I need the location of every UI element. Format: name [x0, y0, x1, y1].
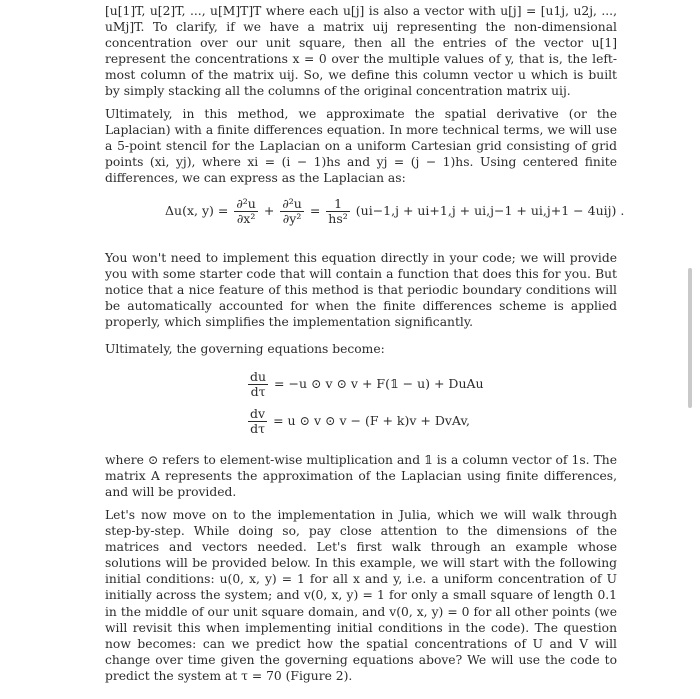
fraction-d2u-dy2: $\frac{\text{∂²u}}{\text{∂y²}}$: [282, 196, 302, 226]
paragraph-vector-definition: [u[1]T, u[2]T, ..., u[M]T]T where each u[j] is also a vector with u[j] = [u1j, u2j, ..., uMj]T. To clarify, if we have a matrix uij representing the non-dimensional concentration over our unit square, then all the entries of the vector u[1] represent the concentrations x = 0 over the multiple values of y, that is, the left-most column of the matrix uij. So, we define this column vector u which is built by simply stacking all the columns of the original concentration matrix uij.: [105, 4, 617, 99]
paragraph-elementwise-note: where ⊙ refers to element-wise multiplication and 𝟙 is a column vector of 1s. The matrix A represents the approximation of the Laplacian using finite differences, and will be provided.: [105, 453, 617, 500]
paragraph-julia-implementation: Let's now move on to the implementation in Julia, which we will walk through step-by-step. While doing so, pay close attention to the dimensions of the matrices and vectors needed. Let's first walk through an example whose solutions will be provided below. In this example, we will start with the following initial conditions: u(0, x, y) = 1 for all x and y, i.e. a uniform concentration of U initially across the system; and v(0, x, y) = 1 for only a small square of length 0.1 in the middle of our unit square domain, and v(0, x, y) = 0 for all other points (we will revisit this when implementing initial conditions in the code). The question now becomes: can we predict how the spatial concentrations of U and V will change over time given the governing equations above? We will use the code to predict the system at τ = 70 (Figure 2).: [105, 508, 617, 683]
equation-du: [246, 370, 484, 399]
laplacian-lhs: Δu(x, y) =: [165, 203, 229, 218]
paragraph-governing-intro: Ultimately, the governing equations become:: [105, 342, 385, 356]
laplacian-equation: Δu(x, y) = $\frac{\text{∂²u}}{\text{∂x²}}$ + $\frac{\text{∂²u}}{\text{∂y²}}$ = $\frac{1}{\text{hs²}}$ (ui−1,j + ui+1,j + ui,j−1 + ui,j+1 − 4uij) .: [165, 196, 625, 226]
paragraph-starter-code: You won't need to implement this equation directly in your code; we will provide you with some starter code that will contain a function that does this for you. But notice that a nice feature of this method is that periodic boundary conditions will be automatically accounted for when the finite differences scheme is applied properly, which simplifies the implementation significantly.: [105, 251, 617, 330]
fraction-du-dtau: $\frac{du}{d\tau}$: [250, 369, 267, 399]
equation-dv-rhs: = u ⊙ v ⊙ v − (F + k)v + DvAv,: [273, 413, 471, 428]
vertical-scrollbar[interactable]: [688, 268, 692, 408]
equation-du-rhs: = −u ⊙ v ⊙ v + F(𝟙 − u) + DuAu: [274, 376, 484, 391]
fraction-dv-dtau: $\frac{dv}{d\tau}$: [250, 406, 266, 436]
laplacian-stencil: (ui−1,j + ui+1,j + ui,j−1 + ui,j+1 − 4uij) .: [355, 203, 625, 218]
fraction-d2u-dx2: $\frac{\text{∂²u}}{\text{∂x²}}$: [236, 196, 256, 226]
equation-dv: [246, 407, 470, 436]
fraction-one-over-hs2: $\frac{1}{\text{hs²}}$: [328, 196, 348, 226]
paragraph-finite-differences: Ultimately, in this method, we approximate the spatial derivative (or the Laplacian) with a finite differences equation. In more technical terms, we will use a 5-point stencil for the Laplacian on a uniform Cartesian grid consisting of grid points (xi, yj), where xi = (i − 1)hs and yj = (j − 1)hs. Using centered finite differences, we can express as the Laplacian as:: [105, 107, 617, 186]
